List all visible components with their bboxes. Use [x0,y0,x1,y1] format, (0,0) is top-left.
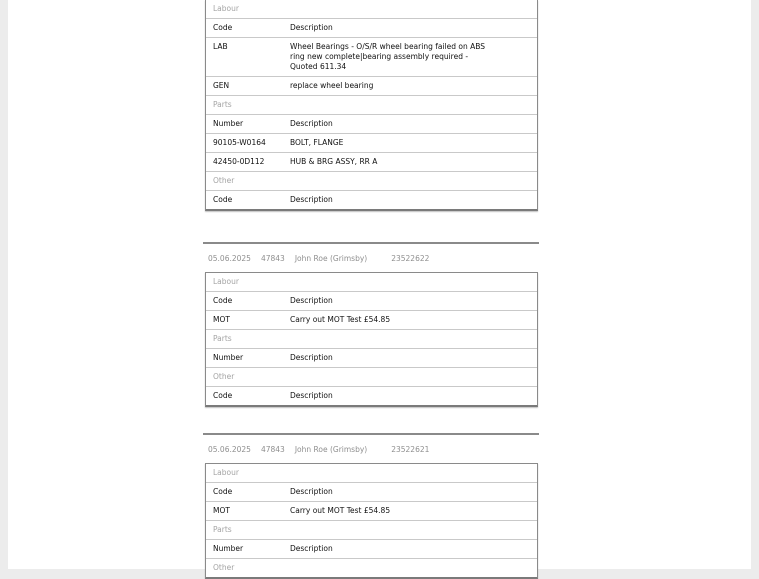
column-header-row [206,387,537,405]
column-header: Code [213,296,233,305]
record-table [205,272,538,407]
column-header: Description [290,391,333,400]
section-title: Other [206,368,537,387]
column-header-row [206,115,537,134]
column-header: Description [290,353,333,362]
column-header-row [206,191,537,209]
column-header: Description [290,23,333,32]
record-header [203,433,539,463]
column-header: Description [290,119,333,128]
record-mileage: 47843 [260,253,285,263]
column-header: Description [290,544,333,553]
table-row: MOT Carry out MOT Test £54.85 [206,311,537,330]
column-header: Number [213,353,244,362]
service-record [203,0,539,211]
record-date: 05.06.2025 [208,444,251,454]
section-title: Labour [206,464,537,483]
column-header-row [206,349,537,368]
column-header: Code [213,23,233,32]
section-title: Other [213,563,235,572]
document-page [8,0,751,572]
column-header-row [206,483,537,502]
column-header: Description [290,195,333,204]
column-header: Code [213,391,233,400]
table-row: GEN replace wheel bearing [206,77,537,96]
column-header: Description [290,296,333,305]
record-table [205,0,538,211]
section-title: Labour [206,0,537,19]
table-row: LAB Wheel Bearings - O/S/R wheel bearing failed on ABS ring new complete|bearing assembly required - Quoted 611.34 [206,38,537,77]
record-mileage: 47843 [260,444,285,454]
record-advisor: John Roe (Grimsby) [294,253,368,263]
section-title: Labour [206,273,537,292]
column-header-row [206,540,537,559]
column-header: Number [213,544,244,553]
column-header: Number [213,119,244,128]
table-row: MOT Carry out MOT Test £54.85 [206,502,537,521]
record-reference: 23522621 [391,444,430,454]
table-row: 90105-W0164 BOLT, FLANGE [206,134,537,153]
service-record [203,433,539,579]
section-title: Parts [206,96,537,115]
service-record [203,242,539,407]
record-date: 05.06.2025 [208,253,251,263]
record-header [203,242,539,272]
record-reference: 23522622 [391,253,430,263]
section-title: Other [206,172,537,191]
column-header: Code [213,195,233,204]
section-title: Parts [206,521,537,540]
column-header: Code [213,487,233,496]
column-header-row [206,292,537,311]
column-header-row [206,19,537,38]
record-table [205,463,538,579]
record-advisor: John Roe (Grimsby) [294,444,368,454]
section-title: Parts [206,330,537,349]
column-header: Description [290,487,333,496]
table-row: 42450-0D112 HUB & BRG ASSY, RR A [206,153,537,172]
